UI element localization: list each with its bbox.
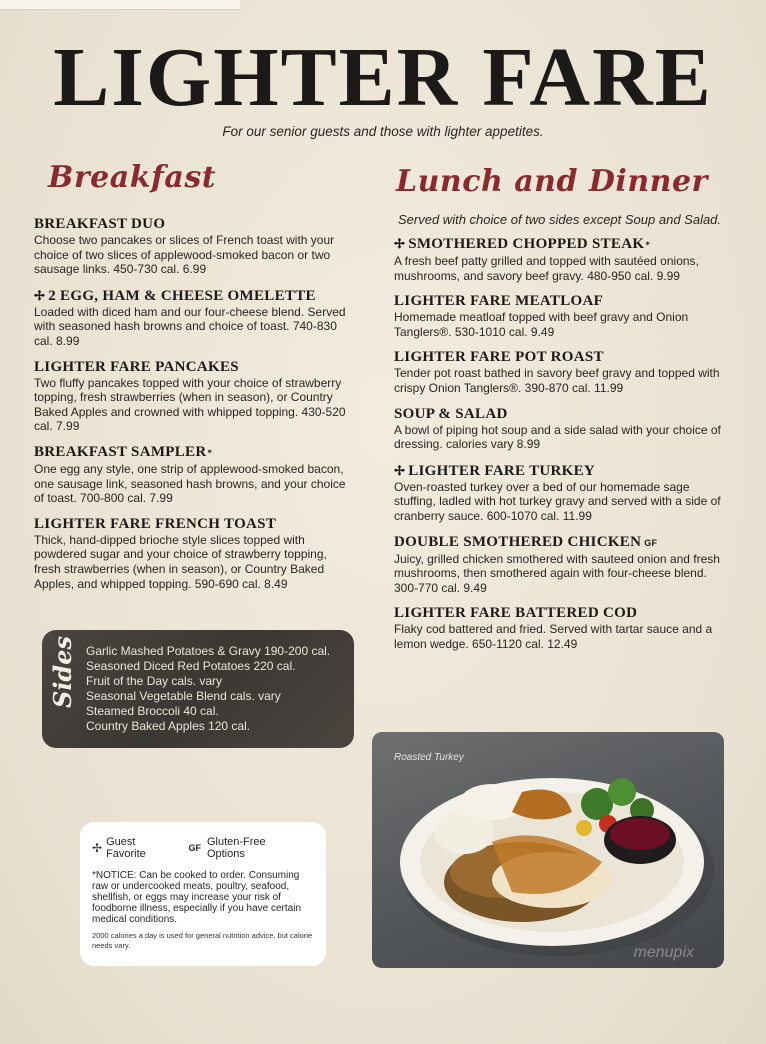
menu-item-description: Oven-roasted turkey over a bed of our homemade sage stuffing, ladled with hot turkey gravy and served with a side of cranberry sauce. 600-1070 cal. 11.99	[394, 479, 721, 523]
menu-item-description: Flaky cod battered and fried. Served with tartar sauce and a lemon wedge. 650-1120 cal. 12.49	[394, 622, 713, 651]
side-item: Fruit of the Day cals. vary	[86, 674, 223, 688]
menu-item	[394, 235, 724, 283]
menu-item	[394, 605, 724, 651]
menu-item-title	[34, 359, 354, 376]
menu-item-description: Two fluffy pancakes topped with your choice of strawberry topping, fresh strawberries (when in season), or Country Baked Apples and crowned with whipped topping. 430-520 cal. 7.99	[34, 375, 346, 434]
menu-item-title	[394, 349, 724, 366]
menu-item-name: BREAKFAST DUO	[34, 216, 166, 232]
page-title: LIGHTER FARE	[53, 31, 713, 124]
menu-item-name: BREAKFAST SAMPLER	[34, 443, 207, 460]
menu-item-title	[394, 235, 724, 254]
menu-item	[394, 534, 724, 596]
menu-item-title	[394, 406, 724, 423]
menu-item-description: Choose two pancakes or slices of French toast with your choice of two slices of applewood-smoked bacon or two sausage links. 450-730 cal. 6.99	[34, 233, 335, 277]
menu-item-name: LIGHTER FARE BATTERED COD	[394, 605, 638, 622]
menu-item-description: A bowl of piping hot soup and a side salad with your choice of dressing. calories vary 8.99	[394, 422, 721, 452]
menu-item-name: SMOTHERED CHOPPED STEAK	[408, 236, 645, 252]
menu-item	[34, 359, 354, 434]
lunch-column	[394, 212, 724, 662]
menu-item-name: DOUBLE SMOTHERED CHICKEN	[394, 533, 642, 550]
menu-item-description: One egg any style, one strip of applewood-smoked bacon, one sausage link, seasoned hash browns, and your choice of toast. 700-800 cal. 7.99	[34, 461, 346, 506]
lunch-note: Served with choice of two sides except Soup and Salad.	[398, 212, 722, 227]
legend-row	[92, 836, 314, 860]
notice-mark: *	[645, 240, 651, 250]
notice-text: *NOTICE: Can be cooked to order. Consuming raw or undercooked meats, poultry, seafood, shellfish, or eggs may increase your risk of foodborne illness, especially if you have certain medical conditions.	[92, 870, 302, 925]
watermark: menupix	[633, 944, 694, 961]
menu-item-title	[394, 293, 724, 310]
gf-icon: GF	[644, 537, 658, 548]
rooster-icon: ✢	[34, 287, 46, 303]
menu-item-title	[34, 287, 354, 305]
breakfast-heading: Breakfast	[48, 160, 217, 195]
rooster-icon: ✢	[394, 236, 406, 251]
side-item: Garlic Mashed Potatoes & Gravy 190-200 cal.	[86, 644, 331, 658]
legend-card	[80, 822, 326, 966]
menu-item-name: LIGHTER FARE TURKEY	[408, 462, 596, 479]
menu-item	[34, 444, 354, 506]
menu-item-title	[34, 516, 354, 533]
menu-item-description: Homemade meatloaf topped with beef gravy and Onion Tanglers®. 530-1010 cal. 9.49	[394, 310, 689, 339]
menu-item-title	[34, 444, 354, 462]
sides-list	[86, 644, 330, 734]
notice-mark: *	[207, 447, 213, 458]
menu-item-description: A fresh beef patty grilled and topped with sautéed onions, mushrooms, and savory beef gravy. 480-950 cal. 9.99	[394, 254, 699, 283]
gf-icon: GF	[188, 843, 201, 853]
side-item: Steamed Broccoli 40 cal.	[86, 704, 219, 718]
menu-item	[34, 216, 354, 277]
menu-item-name: LIGHTER FARE MEATLOAF	[394, 293, 604, 310]
menu-item-name: LIGHTER FARE POT ROAST	[394, 349, 604, 366]
menu-item	[394, 349, 724, 395]
calorie-note: 2000 calories a day is used for general nutrition advice, but calorie needs vary.	[92, 931, 313, 950]
menu-item-description: Thick, hand-dipped brioche style slices topped with powdered sugar and your choice of strawberry topping, fresh strawberries (when in season), or Country Baked Apples, and whipped topping. 590-690 cal. 8.49	[34, 532, 327, 591]
menu-item	[34, 287, 354, 349]
side-item: Seasonal Vegetable Blend cals. vary	[86, 689, 281, 703]
gf-label: Gluten-Free Options	[206, 836, 266, 860]
sides-label: Sides	[48, 636, 77, 709]
menu-item-title	[394, 462, 724, 480]
favorite-label: Guest Favorite	[106, 836, 146, 860]
menu-item-name: SOUP & SALAD	[394, 405, 508, 422]
lunch-heading: Lunch and Dinner	[396, 164, 708, 199]
menu-item-description: Loaded with diced ham and our four-cheese blend. Served with seasoned hash browns and choice of toast. 740-830 cal. 8.99	[34, 304, 346, 348]
legend-favorite	[92, 836, 170, 860]
photo-caption: Roasted Turkey	[394, 752, 464, 763]
menu-item-title	[34, 216, 354, 233]
food-photo	[372, 732, 724, 968]
menu-item-description: Tender pot roast bathed in savory beef gravy and topped with crispy Onion Tanglers®. 390-870 cal. 11.99	[394, 366, 720, 395]
menu-item	[394, 462, 724, 524]
rooster-icon: ✢	[92, 841, 103, 855]
menu-item-name: LIGHTER FARE FRENCH TOAST	[34, 515, 277, 532]
menu-item	[34, 516, 354, 591]
side-item: Country Baked Apples 120 cal.	[86, 719, 251, 733]
legend-gf	[188, 836, 296, 860]
menu-item-title	[394, 605, 724, 622]
menu-item-name: 2 EGG, HAM & CHEESE OMELETTE	[48, 287, 316, 304]
side-item: Seasoned Diced Red Potatoes 220 cal.	[86, 659, 296, 673]
lunch-list	[394, 235, 724, 652]
page-subtitle: For our senior guests and those with lighter appetites.	[222, 124, 544, 139]
rooster-icon: ✢	[394, 462, 406, 478]
menu-item	[394, 406, 724, 452]
turkey-plate-illustration	[372, 732, 724, 968]
menu-item	[394, 293, 724, 339]
menu-item-title	[394, 534, 724, 552]
top-strip	[0, 0, 240, 10]
menu-item-description: Juicy, grilled chicken smothered with sauteed onion and fresh mushrooms, then smothered again with four-cheese blend. 300-770 cal. 9.49	[394, 551, 720, 595]
breakfast-list	[34, 216, 354, 601]
sides-panel	[42, 630, 354, 748]
menu-item-name: LIGHTER FARE PANCAKES	[34, 358, 239, 375]
